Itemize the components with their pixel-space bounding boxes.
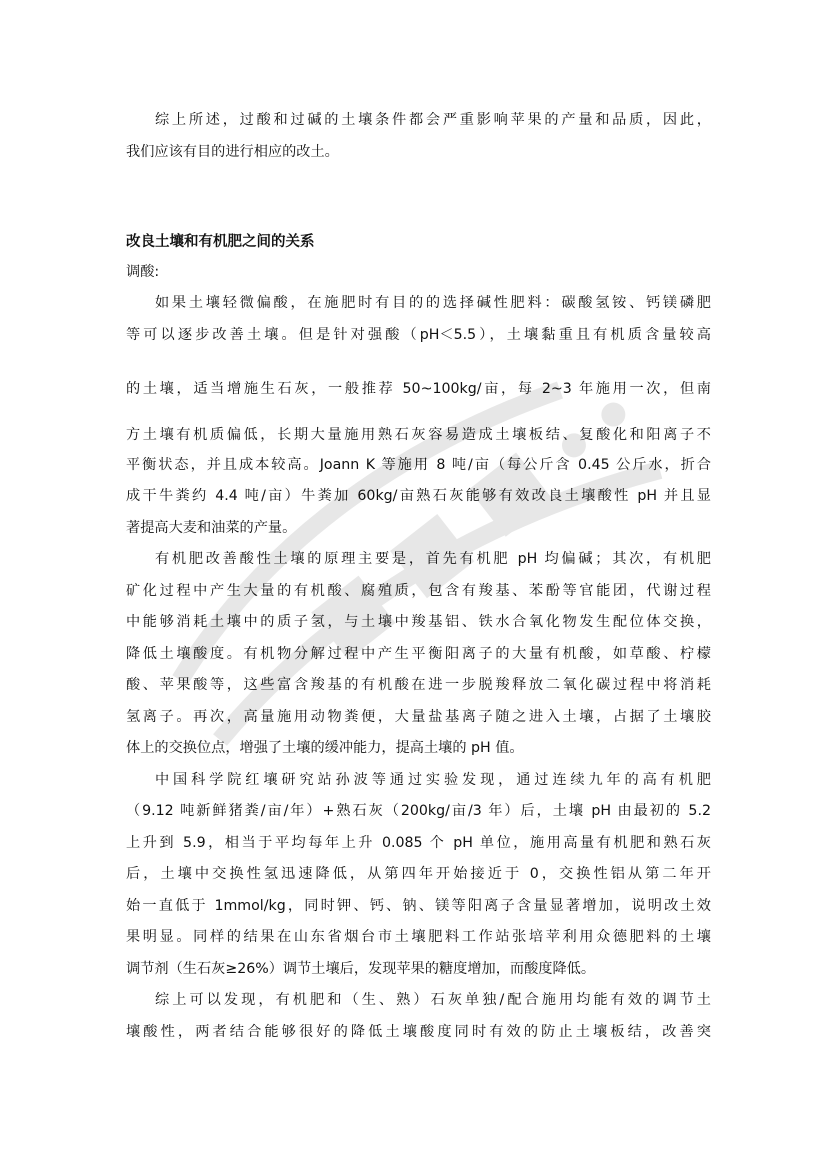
study-line-7: 调节剂（生石灰≥26%）调节土壤后，发现苹果的糖度增加，而酸度降低。 [126, 961, 596, 977]
lime-line-3: 的土壤，适当增施生石灰，一般推荐 50~100kg/亩，每 2~3 年施用一次，但南 [126, 381, 711, 397]
principle-line-3: 中能够消耗土壤中的质子氢，与土壤中羧基铝、铁水合氧化物发生配位体交换， [126, 614, 711, 630]
lime-line-7: 著提高大麦和油菜的产量。 [126, 520, 297, 536]
summary-line-2: 我们应该有目的进行相应的改土。 [126, 144, 339, 160]
lime-line-6: 成干牛粪约 4.4 吨/亩）牛粪加 60kg/亩熟石灰能够有效改良土壤酸性 pH 并且显 [126, 488, 711, 504]
summary2-line-1: 综上可以发现，有机肥和（生、熟）石灰单独/配合施用均能有效的调节土 [155, 992, 711, 1008]
subheading-acid-adjust: 调酸: [126, 264, 160, 280]
lime-line-2: 等可以逐步改善土壤。但是针对强酸（pH＜5.5），土壤黏重且有机质含量较高 [126, 327, 711, 343]
lime-line-5: 平衡状态，并且成本较高。Joann K 等施用 8 吨/亩（每公斤含 0.45 公斤水，折合 [126, 457, 711, 473]
principle-line-5: 酸、苹果酸等，这些富含羧基的有机酸在进一步脱羧释放二氧化碳过程中将消耗 [126, 677, 711, 693]
principle-line-7: 体上的交换位点，增强了土壤的缓冲能力，提高土壤的 pH 值。 [126, 740, 524, 756]
study-line-2: （9.12 吨新鲜猪粪/亩/年）+熟石灰（200kg/亩/3 年）后，土壤 pH 由最初的 5.2 [126, 803, 711, 819]
principle-line-2: 矿化过程中产生大量的有机酸、腐殖质，包含有羧基、苯酚等官能团，代谢过程 [126, 583, 711, 599]
study-line-1: 中国科学院红壤研究站孙波等通过实验发现，通过连续九年的高有机肥 [155, 772, 711, 788]
summary2-line-2: 壤酸性，两者结合能够很好的降低土壤酸度同时有效的防止土壤板结，改善突 [126, 1024, 711, 1040]
principle-line-6: 氢离子。再次，高量施用动物粪便，大量盐基离子随之进入土壤，占据了土壤胶 [126, 709, 711, 725]
study-line-3: 上升到 5.9，相当于平均每年上升 0.085 个 pH 单位，施用高量有机肥和熟石灰 [126, 835, 711, 851]
principle-line-4: 降低土壤酸度。有机物分解过程中产生平衡阳离子的大量有机酸，如草酸、柠檬 [126, 646, 711, 662]
study-line-6: 果明显。同样的结果在山东省烟台市土壤肥料工作站张培苹利用众德肥料的土壤 [126, 929, 711, 945]
study-line-5: 始一直低于 1mmol/kg，同时钾、钙、钠、镁等阳离子含量显著增加，说明改土效 [126, 898, 711, 914]
lime-line-4: 方土壤有机质偏低，长期大量施用熟石灰容易造成土壤板结、复酸化和阳离子不 [126, 427, 711, 443]
study-line-4: 后，土壤中交换性氢迅速降低，从第四年开始接近于 0，交换性铝从第二年开 [126, 866, 711, 882]
lime-line-1: 如果土壤轻微偏酸，在施肥时有目的的选择碱性肥料：碳酸氢铵、钙镁磷肥 [155, 295, 711, 311]
summary-line-1: 综上所述，过酸和过碱的土壤条件都会严重影响苹果的产量和品质，因此， [155, 112, 711, 128]
section-heading: 改良土壤和有机肥之间的关系 [126, 234, 315, 250]
principle-line-1: 有机肥改善酸性土壤的原理主要是，首先有机肥 pH 均偏碱；其次，有机肥 [155, 551, 711, 567]
